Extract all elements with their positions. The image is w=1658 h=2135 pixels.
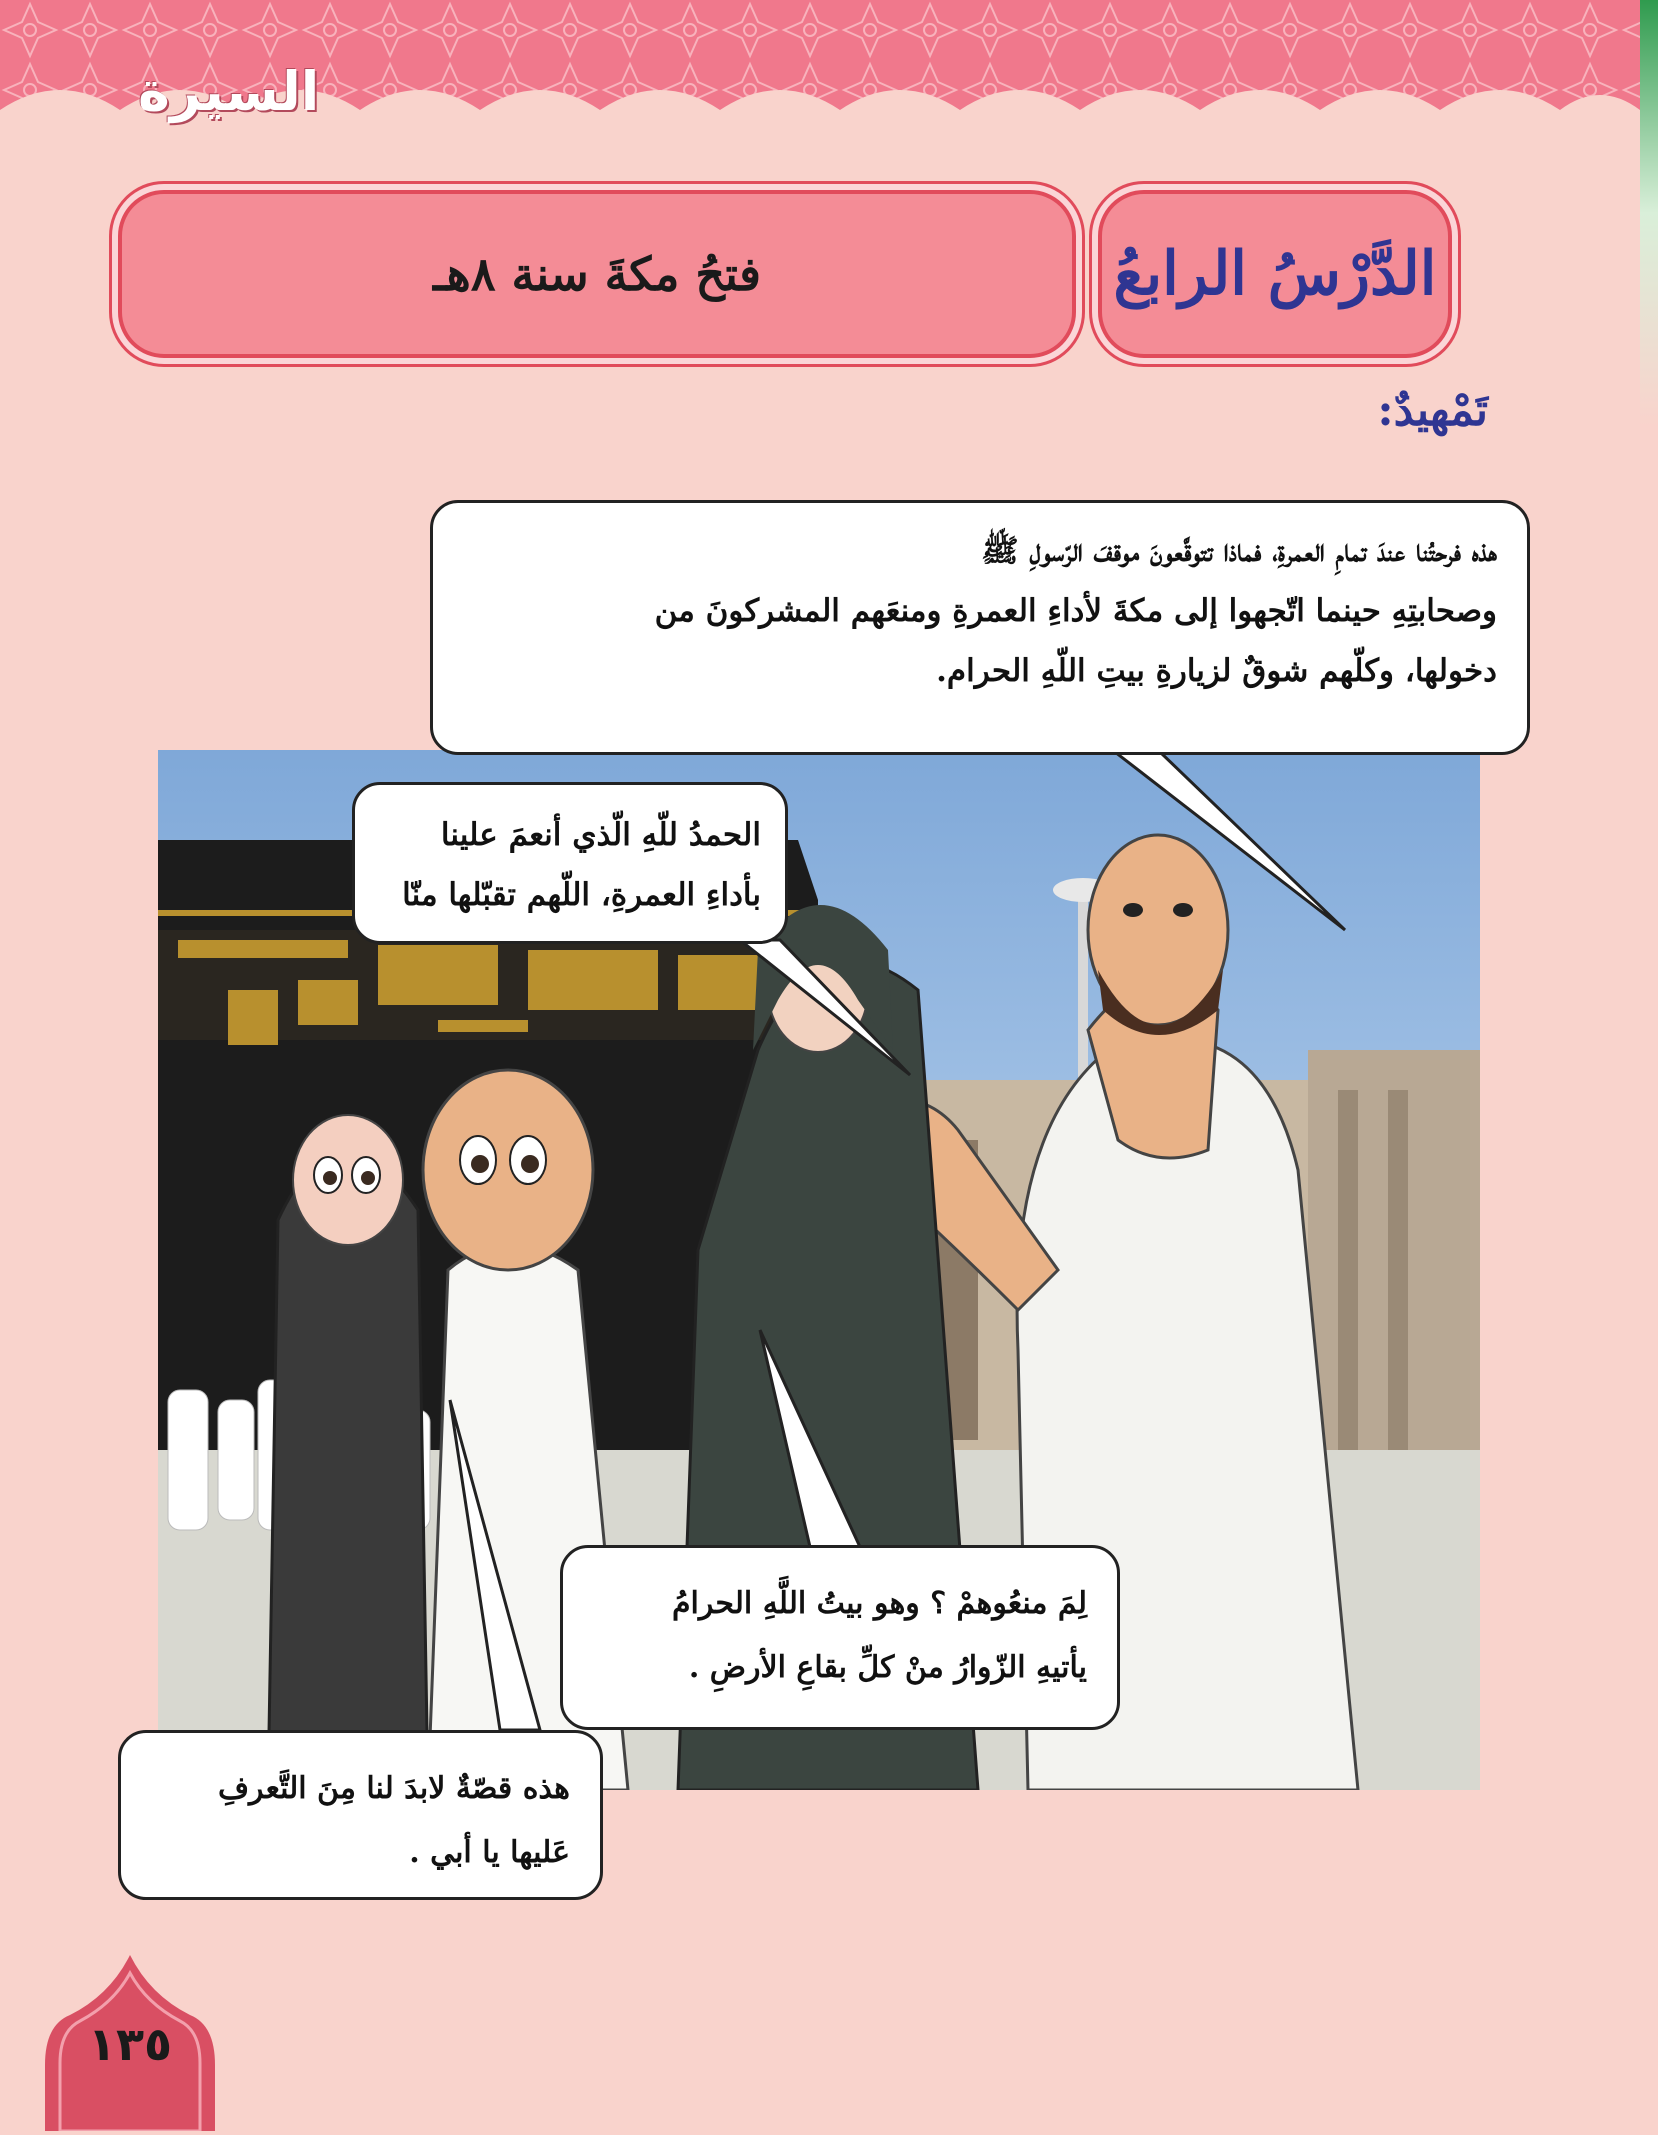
- lesson-number-badge: [1098, 190, 1452, 358]
- page-number: ١٣٥: [87, 2017, 173, 2071]
- lesson-title-text: فتحُ مكةَ سنة ٨هـ: [433, 247, 761, 301]
- girl-line-1: هذه قصّةٌ لابدَ لنا مِنَ التَّعرفِ: [217, 1771, 570, 1806]
- father-line-2: وصحابتِهِ حينما اتّجهوا إلى مكةَ لأداءِ العمرةِ ومنعَهم المشركونَ من: [654, 593, 1497, 629]
- intro-heading: تَمْهيدٌ:: [1377, 385, 1488, 436]
- page-number-badge: [40, 1955, 220, 2131]
- boy-speech-bubble: [560, 1545, 1120, 1730]
- mother-speech-bubble: [352, 782, 788, 944]
- mother-line-2: بأداءِ العمرةِ، اللّهم تقبّلها منّا: [402, 877, 761, 913]
- page-edge-strip: [1640, 0, 1658, 2131]
- father-speech-bubble: [430, 500, 1530, 755]
- boy-line-2: يأتيهِ الزّوارُ منْ كلِّ بقاعِ الأرضِ .: [688, 1650, 1087, 1685]
- father-line-3: دخولها، وكلّهم شوقٌ لزيارةِ بيتِ اللّهِ الحرام.: [936, 653, 1497, 689]
- lesson-title-badge: [118, 190, 1076, 358]
- mother-line-1: الحمدُ للّهِ الّذي أنعمَ علينا: [440, 817, 761, 853]
- girl-line-2: عَليها يا أبي .: [409, 1835, 570, 1870]
- lesson-number-text: الدَّرْسُ الرابعُ: [1113, 239, 1437, 309]
- father-line-1: هذه فرحتُنا عندَ تمامِ العمرةِ، فماذا تتوقَّعونَ موقفَ الرّسولِ ﷺ: [981, 533, 1497, 569]
- section-label: السيرة: [138, 60, 320, 123]
- boy-line-1: لِمَ منعُوهمْ ؟ وهو بيتُ اللَّهِ الحرامُ: [671, 1586, 1087, 1621]
- girl-speech-bubble: [118, 1730, 603, 1900]
